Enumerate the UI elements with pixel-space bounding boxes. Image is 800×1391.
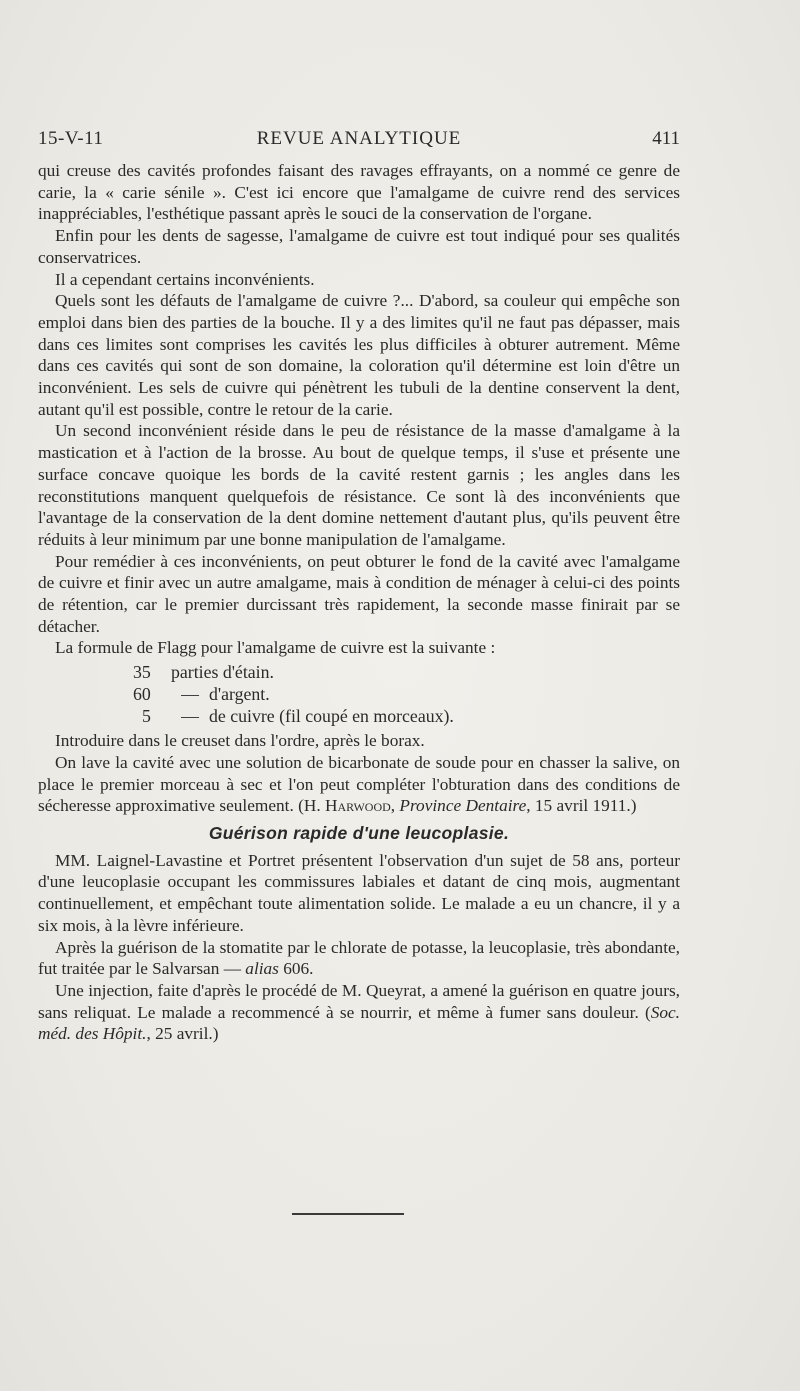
formula-row — [133, 705, 680, 727]
paragraph: qui creuse des cavités profondes faisant des ravages effrayants, on a nommé ce genre de carie, la « carie sénile ». C'est ici encore que l'amalgame de cuivre rend des services inappréciables, l'esthétique passant après le souci de la conservation de l'organe. — [38, 161, 680, 224]
paragraph: Introduire dans le creuset dans l'ordre, après le borax. — [55, 731, 425, 751]
citation-date: , 15 avril 1911.) — [526, 796, 637, 816]
formula-ditto-dash: — — [181, 706, 199, 727]
separator: , — [390, 796, 400, 816]
formula-quantity: 5 — [142, 706, 151, 727]
paragraph: Il a cependant certains inconvénients. — [55, 269, 315, 289]
flagg-formula — [133, 661, 680, 727]
paragraph-text-end: 606. — [278, 959, 314, 979]
formula-row — [133, 661, 680, 683]
journal-title: Soc. méd. des Hôpit. — [38, 1002, 680, 1044]
formula-quantity: 60 — [133, 684, 151, 705]
formula-quantity: 35 — [133, 662, 151, 683]
paragraph: Un second inconvénient réside dans le peu de résistance de la masse d'amalgame à la mastication et à l'action de la brosse. Au bout de quelque temps, il s'use et présente une surface concave quoique les bords de la cavité restent garnis ; les angles dans les reconstitutions manquent quelquefois de résistance. Ce sont là des inconvénients que l'avantage de la conservation de la dent domine nettement d'autant plus, qu'ils peuvent être réduits à leur minimum par une bonne manipulation de l'amalgame. — [38, 421, 680, 549]
running-header — [38, 128, 680, 154]
paragraph-text: Une injection, faite d'après le procédé de M. Queyrat, a amené la guérison en quatre jours, sans reliquat. Le malade a recommencé à se nourrir, et même à fumer sans douleur. ( — [38, 980, 680, 1022]
paragraph: La formule de Flagg pour l'amalgame de cuivre est la suivante : — [55, 638, 496, 658]
paragraph — [38, 937, 680, 980]
running-title: REVUE ANALYTIQUE — [256, 128, 462, 149]
formula-ingredient: parties d'étain. — [171, 662, 274, 683]
paragraph-text: On lave la cavité avec une solution de bicarbonate de soude pour en chasser la salive, on place le premier morceau à sec et l'on peut compléter l'obturation dans des conditions de sécheresse approximative seulement. (H. — [38, 752, 680, 816]
citation-date: , 25 avril.) — [146, 1024, 219, 1044]
body-text — [38, 160, 680, 1045]
paragraph: MM. Laignel-Lavastine et Portret présentent l'observation d'un sujet de 58 ans, porteur d'une leucoplasie occupant les commissures labiales et datant de cinq mois, augmentant continuellement, et empêchant toute alimentation solide. Le malade a eu un chancre, il y a six mois, à la lèvre inférieure. — [38, 850, 680, 935]
page-number: 411 — [652, 128, 680, 149]
paragraph-text: Après la guérison de la stomatite par le chlorate de potasse, la leucoplasie, très abondante, fut traitée par le Salvarsan — — [38, 937, 680, 979]
alias-italic: alias — [245, 959, 279, 979]
paragraph: Quels sont les défauts de l'amalgame de cuivre ?... D'abord, sa couleur qui empêche son emploi dans bien des parties de la bouche. Il y a des limites qu'il ne faut pas dépasser, mais dans ces limites sont comprises les cavités les plus difficiles à obturer autrement. Même dans ces cavités qui sont de son domaine, la coloration qu'il détermine est loin d'être un inconvénient. Les sels de cuivre qui pénètrent les tubuli de la dentine conservent la dent, autant qu'il est possible, contre le retour de la carie. — [38, 291, 680, 419]
formula-ditto-dash: — — [181, 684, 199, 705]
paragraph: Pour remédier à ces inconvénients, on peut obturer le fond de la cavité avec l'amalgame de cuivre et finir avec un autre amalgame, mais à condition de ménager à celui-ci des points de rétention, car le premier durcissant très rapidement, la seconde masse finirait par se détacher. — [38, 551, 680, 636]
formula-row — [133, 683, 680, 705]
journal-title: Province Dentaire — [399, 796, 527, 816]
paragraph: Enfin pour les dents de sagesse, l'amalgame de cuivre est tout indiqué pour ses qualités conservatrices. — [38, 226, 680, 267]
issue-date: 15-V-11 — [38, 128, 104, 149]
paragraph-citation — [38, 980, 680, 1045]
formula-ingredient: de cuivre (fil coupé en morceaux). — [209, 706, 454, 727]
section-heading: Guérison rapide d'une leucoplasie. — [208, 822, 510, 843]
paragraph-citation — [38, 752, 680, 817]
author-name: Harwood — [324, 796, 391, 816]
end-rule — [292, 1213, 404, 1215]
formula-ingredient: d'argent. — [209, 684, 270, 705]
